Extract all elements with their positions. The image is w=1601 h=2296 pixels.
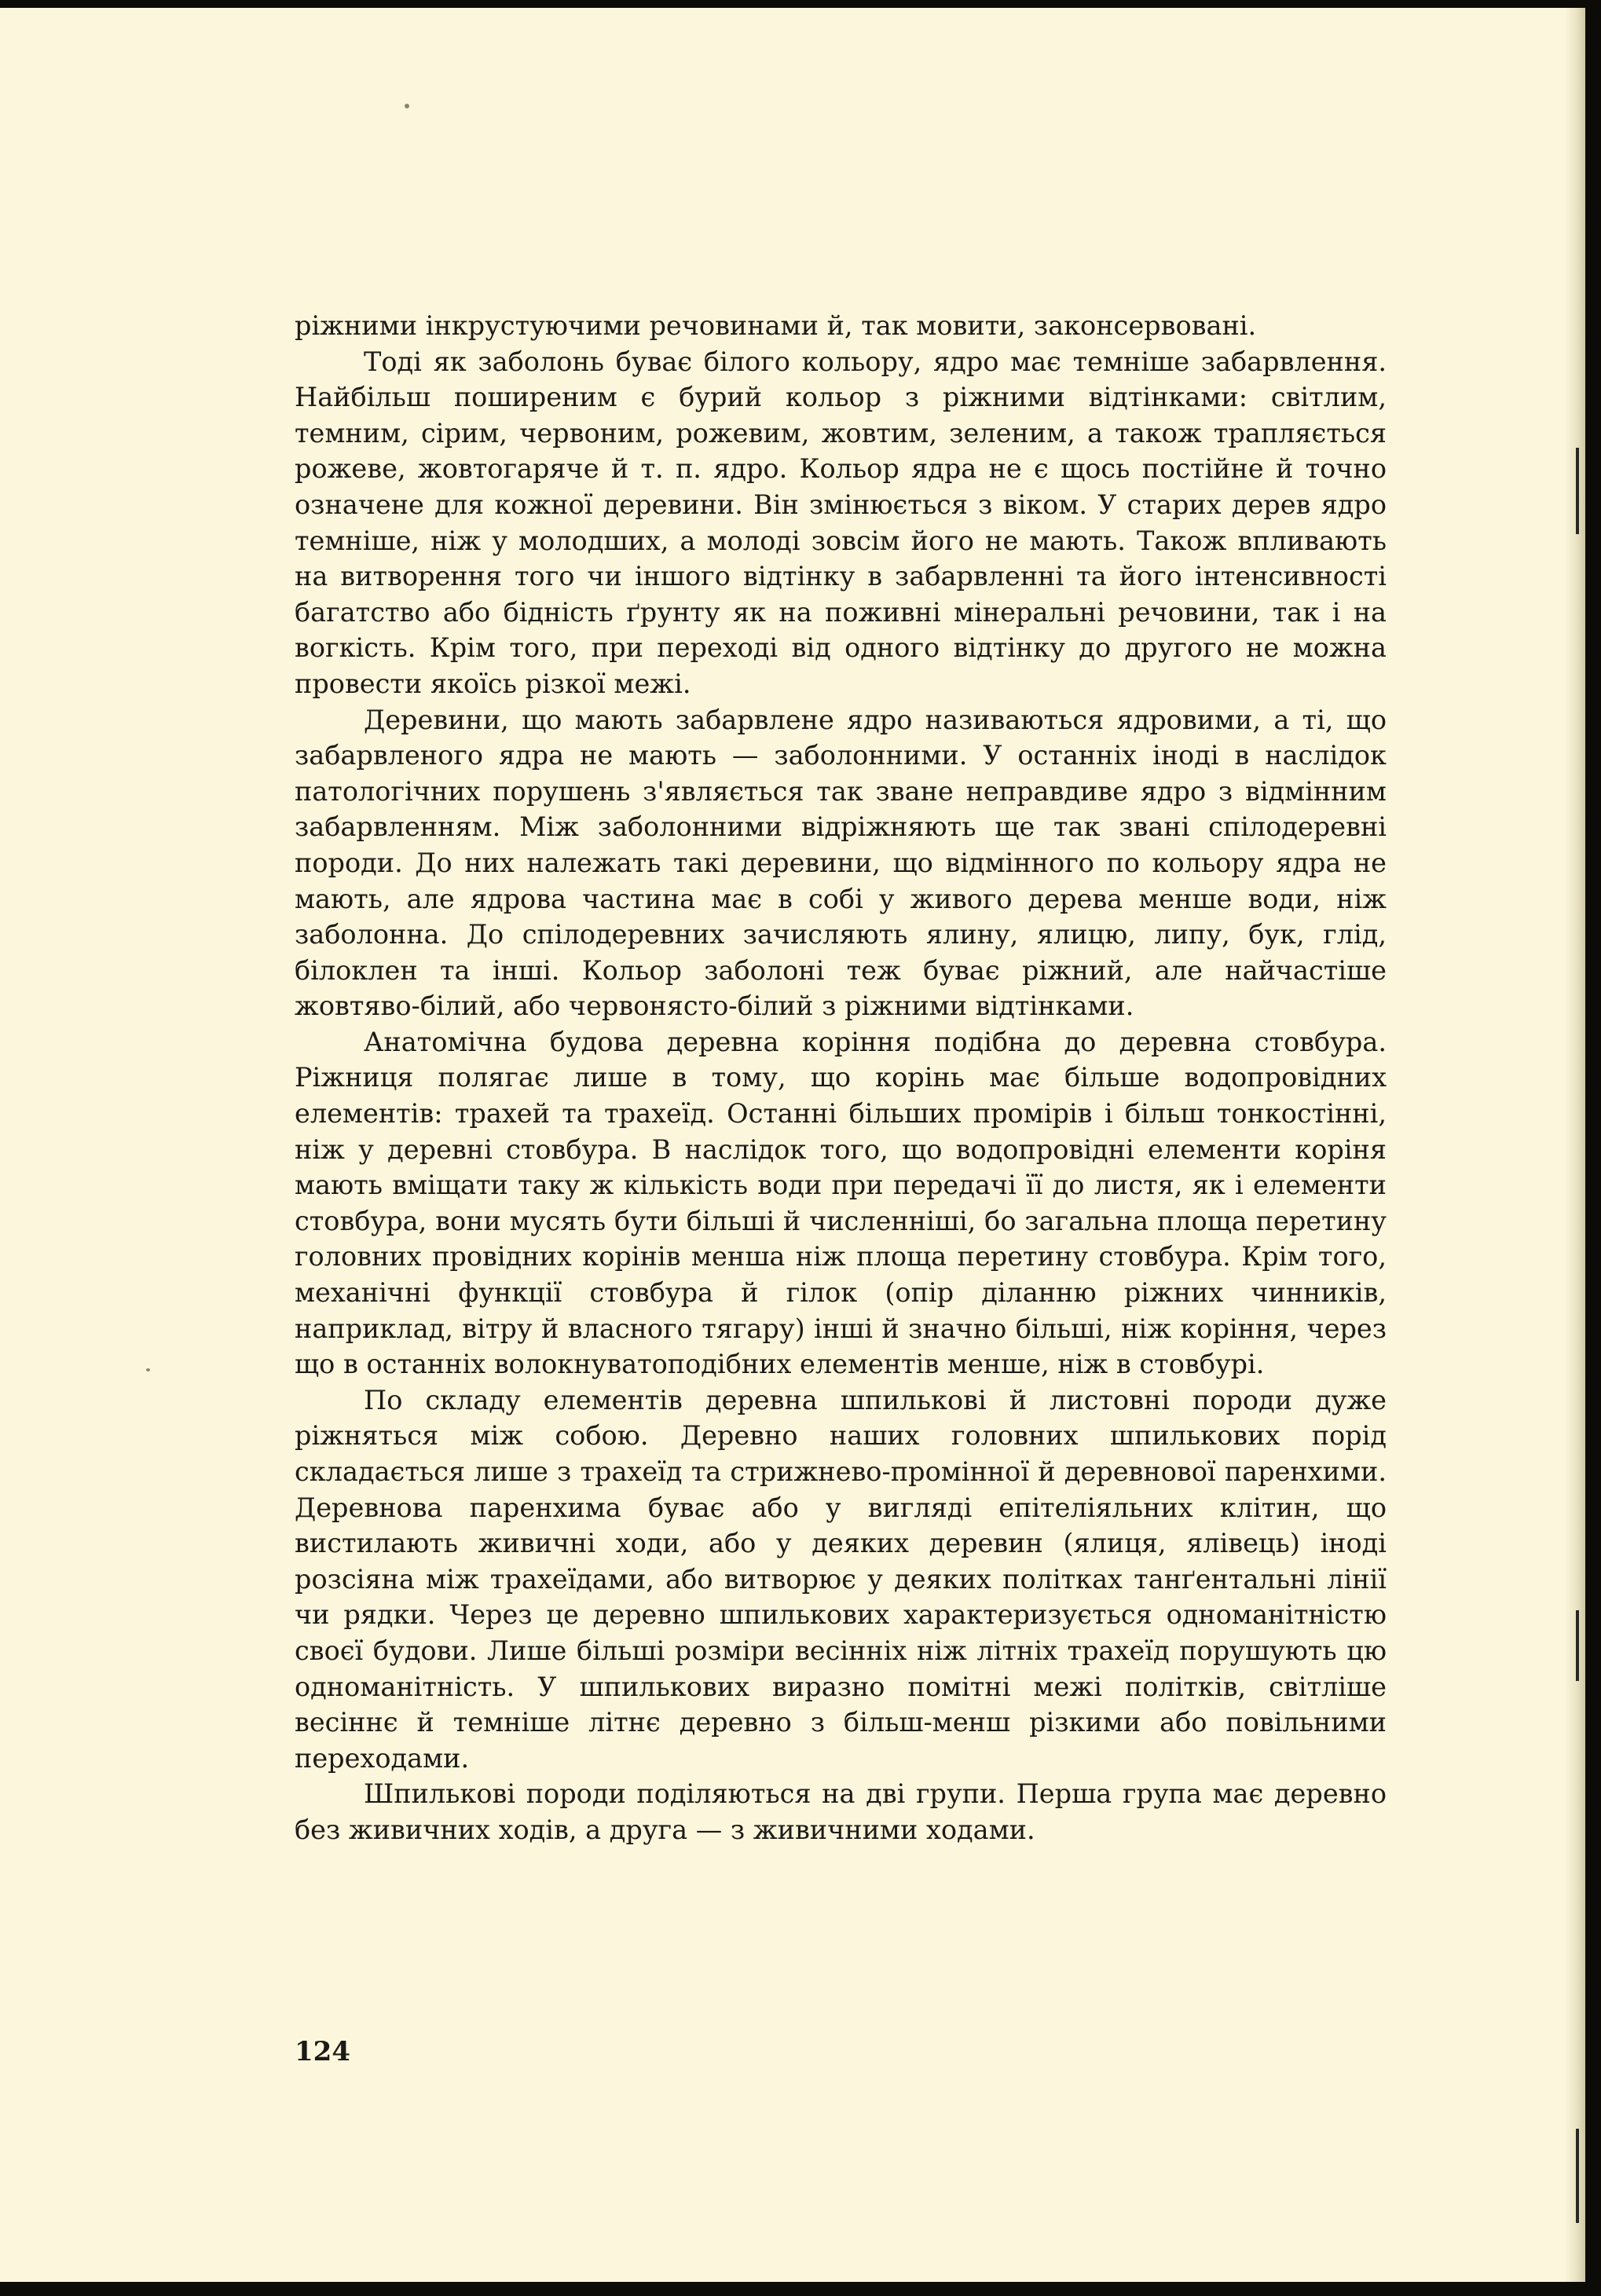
spine-mark xyxy=(1576,448,1579,534)
paragraph: Анатомічна будова деревна коріння подібна до деревна стовбура. Ріжниця полягає лише в тому, що корінь має більше водопровідних елементів: трахей та трахеїд. Останні більших промірів і більш тонкостінні, ніж у деревні стовбура. В наслідок того, що водопровідні елементи коріня мають вміщати таку ж кількість води при передачі її до листя, як і елементи стовбура, вони мусять бути більші й численніші, бо загальна площа перетину головних провідних корінів менша ніж площа перетину стовбура. Крім того, механічні функції стовбура й гілок (опір діланню ріжних чинників, наприклад, вітру й власного тягару) інші й значно більші, ніж коріння, через що в останніх волокнуватоподібних елементів менше, ніж в стовбурі. xyxy=(295,1026,1387,1380)
paragraph: По складу елементів деревна шпилькові й листовні породи дуже ріжняться між собою. Деревно наших головних шпилькових порід складається лише з трахеїд та стрижнево-промінної й деревнової паренхими. Деревнова паренхима буває або у вигляді епітеліяльних клітин, що вистилають живичні ходи, або у деяких деревин (ялиця, ялівець) іноді розсіяна між трахеїдами, або витворює у деяких політках танґентальні лінії чи рядки. Через це деревно шпилькових характеризується одноманітністю своєї будови. Лише більші розміри весінніх ніж літніх трахеїд порушують цю одноманітність. У шпилькових виразно помітні межі політків, світліше весіннє й темніше літнє деревно з більш-менш різкими або повільними переходами. xyxy=(295,1384,1387,1774)
paragraph: Шпилькові породи поділяються на дві групи. Перша група має деревно без живичних ходів, а друга — з живичними ходами. xyxy=(295,1778,1387,1845)
spine-mark xyxy=(1576,2129,1579,2223)
body-text xyxy=(295,308,1387,1848)
page-spine-shadow xyxy=(1565,8,1585,2282)
paragraph: Тоді як заболонь буває білого кольору, ядро має темніше забарвлення. Найбільш поширеним є бурий кольор з ріжними відтінками: світлим, темним, сірим, червоним, рожевим, жовтим, зеленим, а також трапляється рожеве, жовтогаряче й т. п. ядро. Кольор ядра не є щось постійне й точно означене для кожної деревини. Він змінюється з віком. У старих дерев ядро темніше, ніж у молодших, а молоді зовсім його не мають. Також впливають на витворення того чи іншого відтінку в забарвленні та його інтенсивності багатство або бідність ґрунту як на поживні мінеральні речовини, так і на вогкість. Крім того, при переході від одного відтінку до другого не можна провести якоїсь різкої межі. xyxy=(295,346,1387,699)
paragraph: Деревини, що мають забарвлене ядро називаються ядровими, а ті, що забарвленого ядра не мають — заболонними. У останніх іноді в наслідок патологічних порушень з'являється так зване неправдиве ядро з відмінним забарвленням. Між заболонними відріжняють ще так звані спілодеревні породи. До них належать такі деревини, що відмінного по кольору ядра не мають, але ядрова частина має в собі у живого дерева менше води, ніж заболонна. До спілодеревних зачисляють ялину, ялицю, липу, бук, глід, білоклен та інші. Кольор заболоні теж буває ріжний, але найчастіше жовтяво-білий, або червонясто-білий з ріжними відтінками. xyxy=(295,704,1387,1022)
page-number: 124 xyxy=(295,2036,350,2067)
paragraph: ріжними інкрустуючими речовинами й, так мовити, законсервовані. xyxy=(295,310,1257,341)
paper-speck xyxy=(405,104,409,108)
book-page xyxy=(0,8,1585,2282)
spine-mark xyxy=(1576,1610,1579,1681)
paper-speck xyxy=(146,1368,150,1371)
